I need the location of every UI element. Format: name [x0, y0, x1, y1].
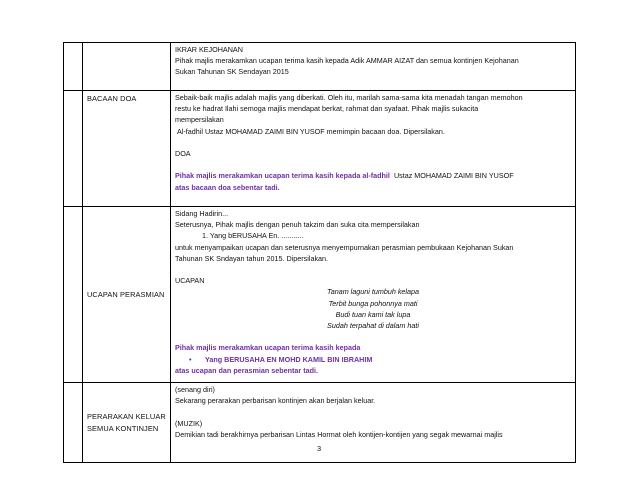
text-line: Pihak majlis merakamkan ucapan terima kasih kepada Adik AMMAR AIZAT dan semua kontinjen Kejohanan: [175, 56, 519, 66]
text-line: (MUZIK): [175, 418, 203, 428]
event-script-table: [63, 42, 576, 463]
text-line: Al-fadhil Ustaz MOHAMAD ZAIMI BIN YUSOF memimpin bacaan doa. Dipersilakan.: [177, 126, 445, 136]
text-line: untuk menyampaikan ucapan dan seterusnya menyempurnakan perasmian pembukaan Kejohanan Sukan: [175, 242, 514, 252]
text-line: UCAPAN: [175, 276, 205, 286]
text-line: restu ke hadrat Ilahi semoga majlis mendapat berkat, rahmat dan syafaat. Pihak majlis sukacita: [175, 104, 479, 114]
text-line: Sebaik-baik majlis adalah majlis yang diberkati. Oleh itu, marilah sama-sama kita menadah tangan memohon: [175, 93, 523, 102]
row-number-cell: [64, 43, 83, 91]
text-line: Tahunan SK Sndayan tahun 2015. Dipersilakan.: [175, 253, 329, 263]
closing-text-highlight: Pihak majlis merakamkan ucapan terima kasih kepada al-fadhil: [175, 171, 390, 181]
text-line: Demikian tadi berakhirnya perbarisan Lintas Hormat oleh kontijen-kontijen yang segak mewarnai majlis: [175, 429, 503, 439]
closing-line: [175, 170, 571, 181]
text-line: Seterusnya, Pihak majlis dengan penuh takzim dan suka cita mempersilakan: [175, 220, 420, 230]
pantun-line: Tanam laguni tumbuh kelapa: [326, 287, 420, 297]
row-content-cell: [171, 91, 576, 207]
closing-text-plain: Ustaz MOHAMAD ZAIMI BIN YUSOF: [393, 171, 514, 181]
pantun-line: Sudah terpahat di dalam hati: [327, 321, 419, 331]
row-content-cell: [171, 43, 576, 91]
text-line: (senang diri): [175, 385, 215, 394]
closing-line: atas bacaan doa sebentar tadi.: [175, 182, 280, 192]
text-line: Sidang Hadirin...: [175, 209, 229, 218]
text-line: IKRAR KEJOHANAN: [175, 45, 243, 54]
text-line: Sekarang perarakan perbarisan kontinjen akan berjalan keluar.: [175, 396, 376, 406]
row-number-cell: [64, 207, 83, 383]
bullet-icon: •: [189, 354, 192, 364]
text-line: mempersilakan: [175, 115, 224, 125]
pantun-line: Terbit bunga pohonnya mati: [328, 298, 418, 308]
bullet-text: Yang BERUSAHA EN MOHD KAMIL BIN IBRAHIM: [205, 354, 373, 364]
numbered-item: 1. Yang bERUSAHA En. ...........: [202, 231, 304, 241]
label-line: PERARAKAN KELUAR: [87, 412, 166, 422]
text-line: Sukan Tahunan SK Sendayan 2015: [175, 67, 289, 77]
row-label-cell: UCAPAN PERASMIAN: [83, 207, 171, 383]
pantun-line: Budi tuan kami tak lupa: [335, 309, 411, 319]
row-number-cell: [64, 91, 83, 207]
closing-line: atas ucapan dan perasmian sebentar tadi.: [175, 365, 319, 375]
table-row: [64, 43, 576, 91]
label-line: SEMUA KONTINJEN: [87, 423, 159, 433]
closing-line: Pihak majlis merakamkan ucapan terima kasih kepada: [175, 343, 361, 353]
table-row: [64, 91, 576, 207]
page-number: 3: [316, 444, 322, 453]
table-row: [64, 207, 576, 383]
bullet-item: [175, 354, 571, 365]
row-label-cell: [83, 43, 171, 91]
row-label-cell: BACAAN DOA: [83, 91, 171, 207]
row-content-cell: [171, 207, 576, 383]
text-line: DOA: [175, 149, 191, 158]
